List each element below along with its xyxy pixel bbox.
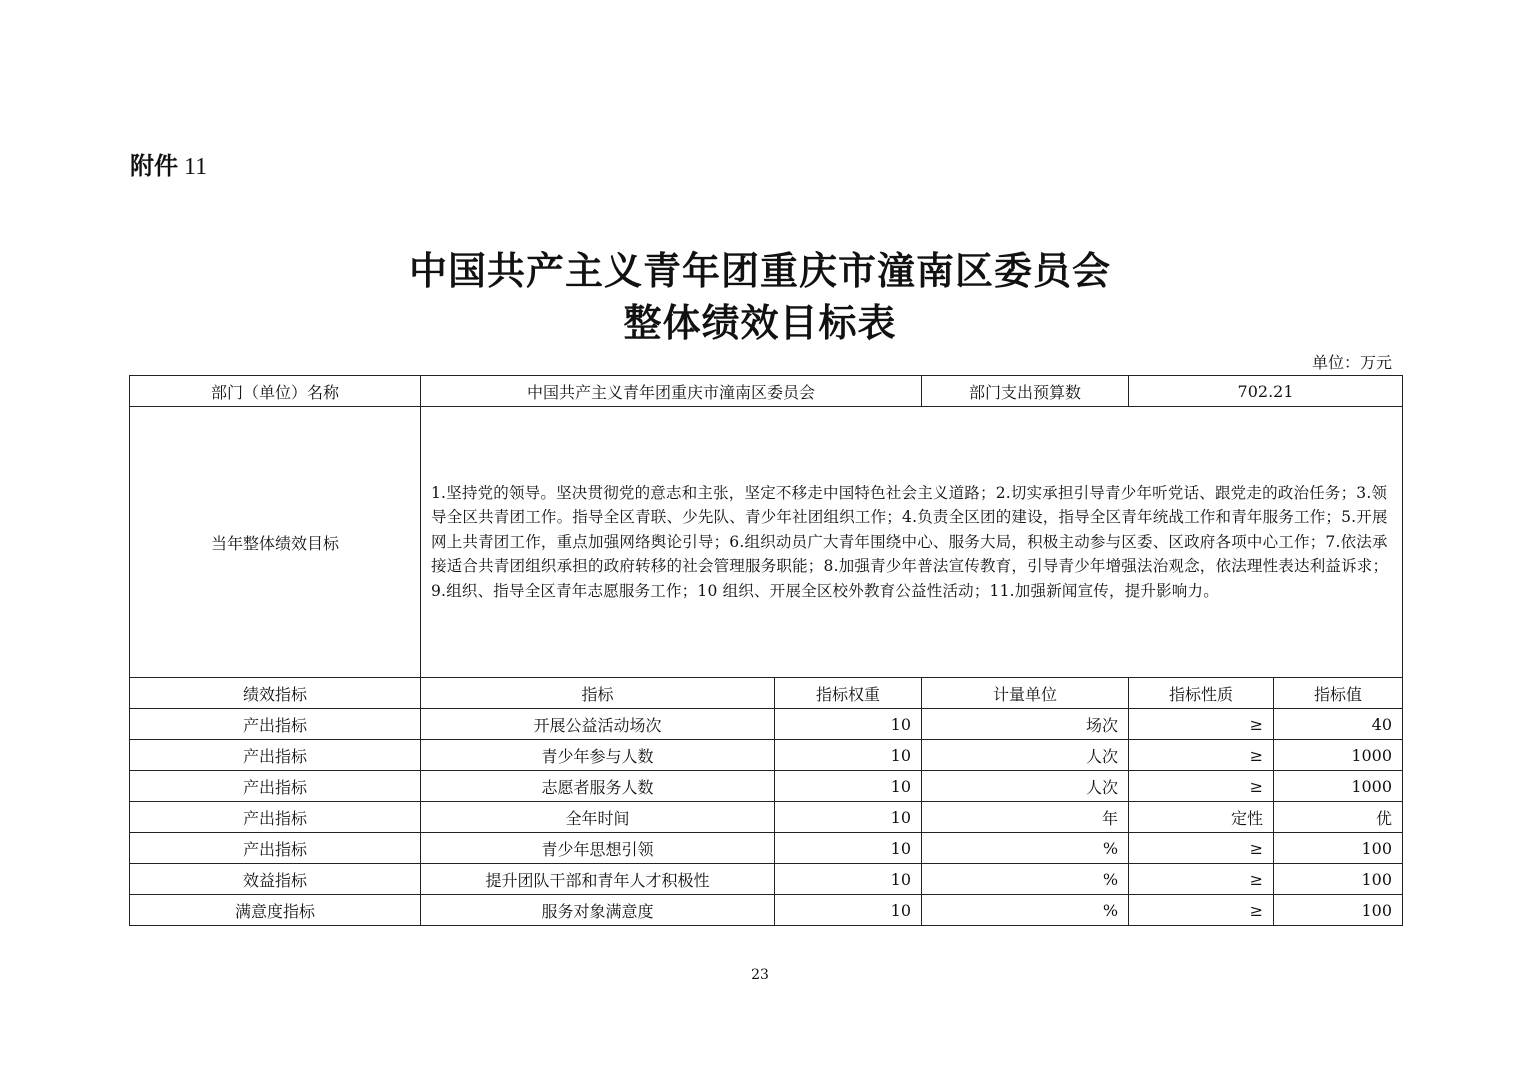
- dept-value-cell: 中国共产主义青年团重庆市潼南区委员会: [421, 376, 922, 407]
- indicator-name: 服务对象满意度: [421, 895, 775, 926]
- column-header: 计量单位: [922, 678, 1129, 709]
- document-title-line1: 中国共产主义青年团重庆市潼南区委员会: [408, 249, 1111, 293]
- column-header: 指标性质: [1129, 678, 1274, 709]
- goal-text-cell: 1.坚持党的领导。坚决贯彻党的意志和主张，坚定不移走中国特色社会主义道路；2.切实承担引导青少年听党话、跟党走的政治任务；3.领导全区共青团工作。指导全区青联、少先队、青少年社团组织工作；4.负责全区团的建设，指导全区青年统战工作和青年服务工作；5.开展网上共青团工作，重点加强网络舆论引导；6.组织动员广大青年围绕中心、服务大局，积极主动参与区委、区政府各项中心工作；7.依法承接适合共青团组织承担的政府转移的社会管理服务职能；8.加强青少年普法宣传教育，引导青少年增强法治观念，依法理性表达利益诉求；9.组织、指导全区青年志愿服务工作；10 组织、开展全区校外教育公益性活动；11.加强新闻宣传，提升影响力。: [421, 407, 1403, 678]
- indicator-name: 开展公益活动场次: [421, 709, 775, 740]
- indicator-nature: ≥: [1129, 833, 1274, 864]
- performance-target-table: [129, 375, 1403, 926]
- indicator-unit: 场次: [922, 709, 1129, 740]
- indicator-weight: 10: [775, 895, 922, 926]
- indicator-name: 青少年参与人数: [421, 740, 775, 771]
- page-number: 23: [751, 967, 769, 983]
- attachment-text: 附件: [130, 152, 178, 180]
- column-header: 指标权重: [775, 678, 922, 709]
- indicator-weight: 10: [775, 864, 922, 895]
- column-header: 指标值: [1274, 678, 1403, 709]
- indicator-unit: %: [922, 833, 1129, 864]
- indicator-value: 100: [1274, 895, 1403, 926]
- indicator-nature: ≥: [1129, 771, 1274, 802]
- indicator-value: 100: [1274, 833, 1403, 864]
- budget-value-cell: 702.21: [1129, 376, 1403, 407]
- indicator-category: 产出指标: [130, 833, 421, 864]
- indicator-value: 1000: [1274, 771, 1403, 802]
- indicator-category: 效益指标: [130, 864, 421, 895]
- indicator-weight: 10: [775, 802, 922, 833]
- document-title-line2: 整体绩效目标表: [623, 301, 897, 345]
- indicator-weight: 10: [775, 771, 922, 802]
- indicator-unit: %: [922, 895, 1129, 926]
- indicator-unit: 年: [922, 802, 1129, 833]
- column-header: 指标: [421, 678, 775, 709]
- indicator-nature: 定性: [1129, 802, 1274, 833]
- table-row: [130, 771, 1403, 802]
- table-row: [130, 802, 1403, 833]
- indicator-value: 100: [1274, 864, 1403, 895]
- indicator-category: 产出指标: [130, 771, 421, 802]
- indicator-weight: 10: [775, 833, 922, 864]
- attachment-number: 11: [184, 154, 208, 180]
- table-row: [130, 833, 1403, 864]
- indicator-name: 志愿者服务人数: [421, 771, 775, 802]
- unit-note: 单位：万元: [1311, 353, 1392, 372]
- indicator-value: 优: [1274, 802, 1403, 833]
- table-row: [130, 709, 1403, 740]
- indicator-unit: 人次: [922, 771, 1129, 802]
- indicator-nature: ≥: [1129, 895, 1274, 926]
- indicator-weight: 10: [775, 740, 922, 771]
- indicator-name: 提升团队干部和青年人才积极性: [421, 864, 775, 895]
- column-header: 绩效指标: [130, 678, 421, 709]
- table-row: [130, 895, 1403, 926]
- indicator-nature: ≥: [1129, 740, 1274, 771]
- indicator-nature: ≥: [1129, 864, 1274, 895]
- budget-label-cell: 部门支出预算数: [922, 376, 1129, 407]
- indicator-category: 产出指标: [130, 740, 421, 771]
- indicator-name: 全年时间: [421, 802, 775, 833]
- indicator-header-row: [130, 678, 1403, 709]
- indicator-unit: 人次: [922, 740, 1129, 771]
- indicator-category: 满意度指标: [130, 895, 421, 926]
- indicator-category: 产出指标: [130, 802, 421, 833]
- indicator-value: 1000: [1274, 740, 1403, 771]
- indicator-nature: ≥: [1129, 709, 1274, 740]
- indicator-value: 40: [1274, 709, 1403, 740]
- goal-label-cell: 当年整体绩效目标: [130, 407, 421, 678]
- indicator-category: 产出指标: [130, 709, 421, 740]
- indicator-name: 青少年思想引领: [421, 833, 775, 864]
- indicator-unit: %: [922, 864, 1129, 895]
- goal-row: [130, 407, 1403, 678]
- attachment-label: [130, 146, 207, 181]
- table-row: [130, 740, 1403, 771]
- department-row: [130, 376, 1403, 407]
- indicator-weight: 10: [775, 709, 922, 740]
- table-row: [130, 864, 1403, 895]
- dept-label-cell: 部门（单位）名称: [130, 376, 421, 407]
